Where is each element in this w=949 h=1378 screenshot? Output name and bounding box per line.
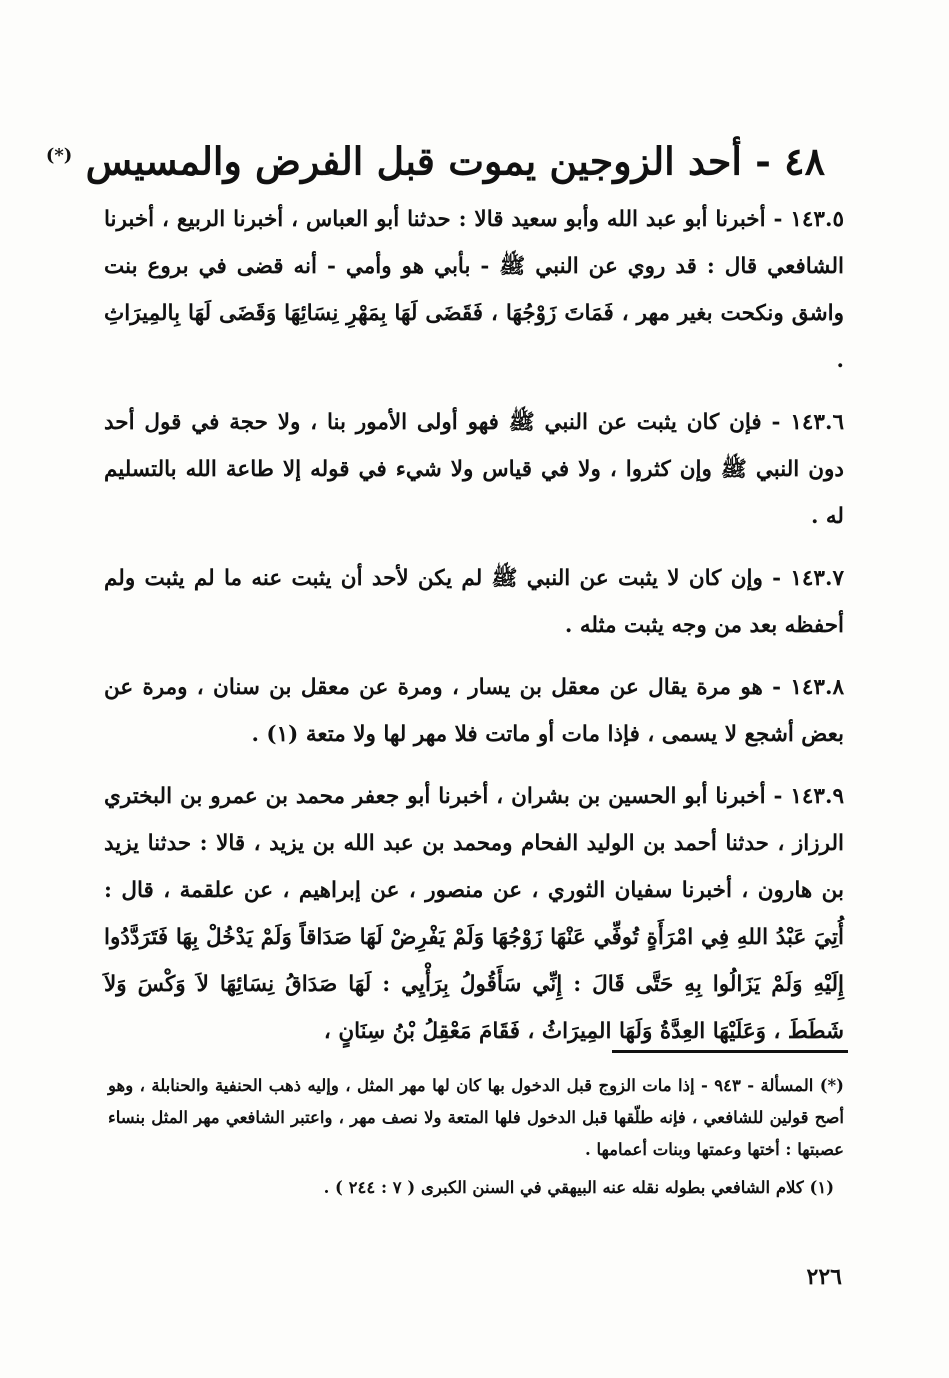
footnote-star: (*) المسألة - ٩٤٣ - إذا مات الزوج قبل الدخول بها كان لها مهر المثل ، وإليه ذهب الحنفية والحنابلة ، وهو أصح قولين للشافعي ، فإنه طلّقها قبل الدخول فلها المتعة ولا نصف مهر ، واعتبر الشافعي مهر المثل بنساء عصبتها : أختها وعمتها وبنات أعمامها .	[108, 1076, 844, 1159]
footnotes	[108, 1070, 844, 1210]
title-footnote-mark: (*)	[45, 145, 73, 166]
main-text	[104, 196, 844, 1055]
paragraph-1439: ١٤٣.٩ - أخبرنا أبو الحسين بن بشران ، أخبرنا أبو جعفر محمد بن عمرو بن البختري الرزاز ، حدثنا أحمد بن الوليد الفحام ومحمد بن عبد الله بن يزيد ، قالا : حدثنا يزيد بن هارون ، أخبرنا سفيان الثوري ، عن منصور ، عن إبراهيم ، عن علقمة ، قال : أُتِيَ عَبْدُ اللهِ فِي امْرَأَةٍ تُوفِّي عَنْهَا زَوْجُهَا وَلَمْ يَفْرِضْ لَهَا صَدَاقاً وَلَمْ يَدْخُلْ بِهَا فَتَرَدَّدُوا إِلَيْهِ وَلَمْ يَزَالُوا بِهِ حَتَّى قَالَ : إِنِّي سَأَقُولُ بِرَأْيِي : لَهَا صَدَاقُ نِسَائِهَا لاَ وَكْسَ وَلاَ شَطَطَ ، وَعَلَيْهَا العِدَّةُ وَلَهَا المِيرَاثُ ، فَقَامَ مَعْقِلُ بْنُ سِنَانٍ ،	[104, 784, 844, 1044]
paragraph-1435: ١٤٣.٥ - أخبرنا أبو عبد الله وأبو سعيد قالا : حدثنا أبو العباس ، أخبرنا الربيع ، أخبرنا الشافعي قال : قد روي عن النبي ﷺ - بأبي هو وأمي - أنه قضى في بروع بنت واشق ونكحت بغير مهر ، فَمَاتَ زَوْجُهَا ، فَقَضَى لَهَا بِمَهْرِ نِسَائِهَا وَقَضَى لَهَا بِالمِيرَاثِ .	[104, 207, 844, 373]
chapter-title	[45, 128, 825, 190]
footnote-separator	[612, 1050, 848, 1053]
paragraph-1436: ١٤٣.٦ - فإن كان يثبت عن النبي ﷺ فهو أولى الأمور بنا ، ولا حجة في قول أحد دون النبي ﷺ وإن كثروا ، ولا في قياس ولا شيء في قوله إلا طاعة الله بالتسليم له .	[104, 410, 844, 529]
chapter-title-text: ٤٨ - أحد الزوجين يموت قبل الفرض والمسيس	[85, 138, 825, 184]
paragraph-1437: ١٤٣.٧ - وإن كان لا يثبت عن النبي ﷺ لم يكن لأحد أن يثبت عنه ما لم يثبت ولم أحفظه بعد من وجه يثبت مثله .	[104, 566, 844, 638]
page-number: ٢٢٦	[806, 1264, 842, 1290]
paragraph-1438: ١٤٣.٨ - هو مرة يقال عن معقل بن يسار ، ومرة عن معقل بن سنان ، ومرة عن بعض أشجع لا يسمى ، فإذا مات أو ماتت فلا مهر لها ولا متعة (١) .	[104, 675, 844, 747]
footnote-1: (١) كلام الشافعي بطوله نقله عنه البيهقي في السنن الكبرى ( ٧ : ٢٤٤ ) .	[323, 1178, 834, 1197]
